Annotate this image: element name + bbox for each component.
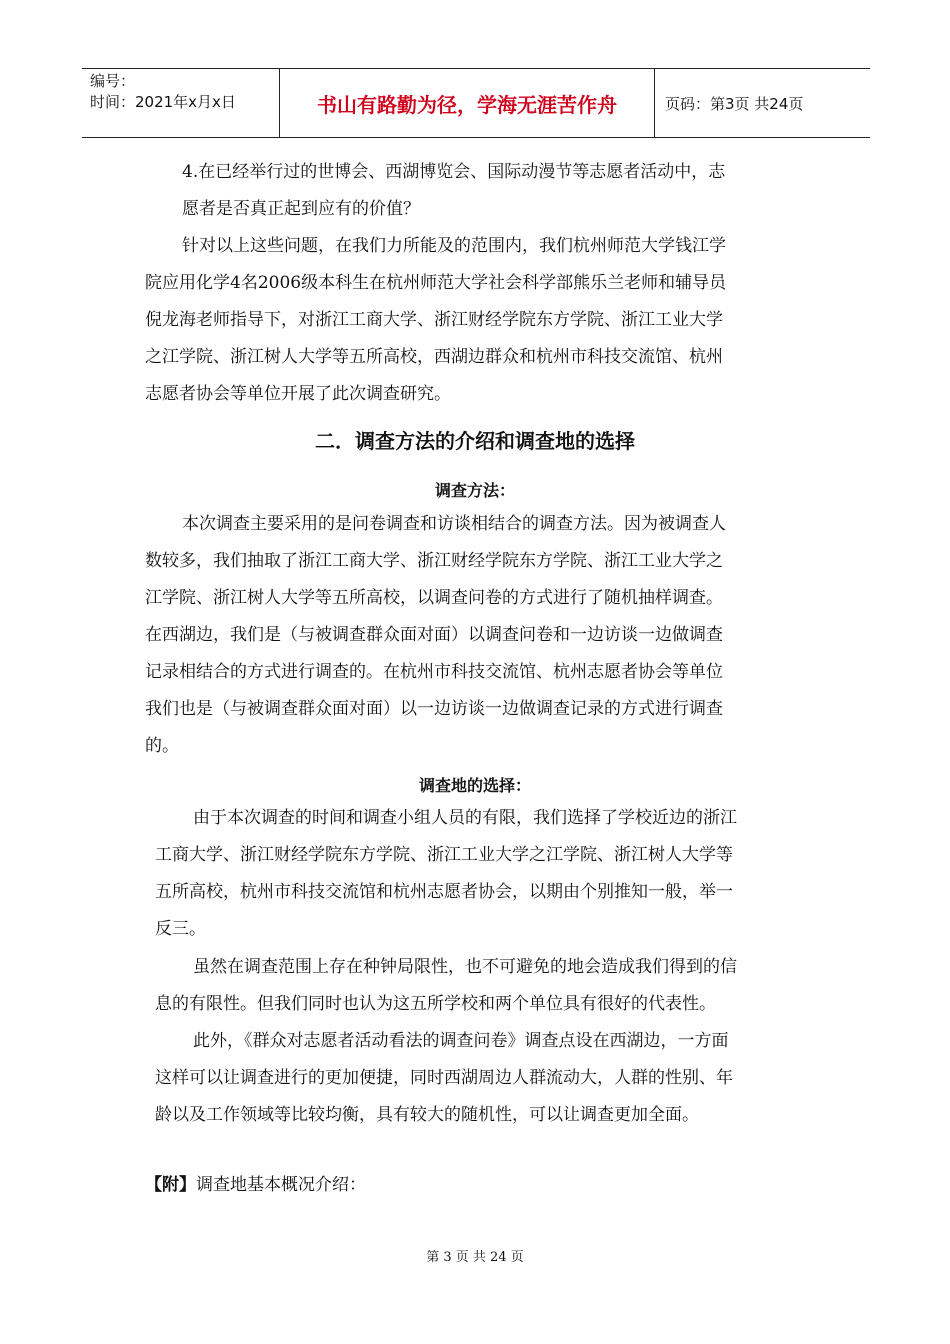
text-line: 在西湖边，我们是（与被调查群众面对面）以调查问卷和一边访谈一边做调查 xyxy=(145,625,723,645)
text-line: 虽然在调查范围上存在种钟局限性，也不可避免的地会造成我们得到的信 xyxy=(193,957,737,977)
text-line: 志愿者协会等单位开展了此次调查研究。 xyxy=(145,384,451,404)
appendix-label: 【附】 xyxy=(145,1175,196,1195)
text-line: 的。 xyxy=(145,736,179,756)
text-line: 息的有限性。但我们同时也认为这五所学校和两个单位具有很好的代表性。 xyxy=(155,994,716,1014)
text-line: 这样可以让调查进行的更加便捷，同时西湖周边人群流动大，人群的性别、年 xyxy=(155,1068,733,1088)
site-paragraph-3 xyxy=(145,1023,805,1134)
text-line: 记录相结合的方式进行调查的。在杭州市科技交流馆、杭州志愿者协会等单位 xyxy=(145,662,723,682)
text-line: 工商大学、浙江财经学院东方学院、浙江工业大学之江学院、浙江树人大学等 xyxy=(155,845,733,865)
header-motto: 书山有路勤为径，学海无涯苦作舟 xyxy=(280,69,655,137)
site-paragraph-1 xyxy=(145,800,805,948)
document-header xyxy=(82,68,870,138)
text-line: 由于本次调查的时间和调查小组人员的有限，我们选择了学校近边的浙江 xyxy=(193,808,737,828)
section-title: 二．调查方法的介绍和调查地的选择 xyxy=(315,429,635,453)
item-4 xyxy=(182,154,842,228)
appendix-text: 调查地基本概况介绍： xyxy=(196,1175,366,1195)
intro-paragraph xyxy=(145,228,805,413)
text-line: 数较多，我们抽取了浙江工商大学、浙江财经学院东方学院、浙江工业大学之 xyxy=(145,551,723,571)
text-line: 此外，《群众对志愿者活动看法的调查问卷》调查点设在西湖边，一方面 xyxy=(193,1031,729,1051)
text-line: 针对以上这些问题，在我们力所能及的范围内，我们杭州师范大学钱江学 xyxy=(182,236,726,256)
appendix-line xyxy=(145,1170,366,1195)
text-line: 愿者是否真正起到应有的价值？ xyxy=(182,199,420,219)
site-title: 调查地的选择： xyxy=(418,776,531,795)
method-paragraph xyxy=(145,506,805,765)
text-line: 本次调查主要采用的是问卷调查和访谈相结合的调查方法。因为被调查人 xyxy=(182,514,726,534)
page-footer: 第 3 页 共 24 页 xyxy=(426,1250,524,1265)
time-label: 时间：2021年x月x日 xyxy=(90,93,236,111)
text-line: 倪龙海老师指导下，对浙江工商大学、浙江财经学院东方学院、浙江工业大学 xyxy=(145,310,723,330)
text-line: 之江学院、浙江树人大学等五所高校，西湖边群众和杭州市科技交流馆、杭州 xyxy=(145,347,723,367)
text-line: 反三。 xyxy=(155,919,206,939)
text-line: 我们也是（与被调查群众面对面）以一边访谈一边做调查记录的方式进行调查 xyxy=(145,699,723,719)
method-title: 调查方法： xyxy=(434,481,515,500)
text-line: 院应用化学4名2006级本科生在杭州师范大学社会科学部熊乐兰老师和辅导员 xyxy=(145,273,727,293)
header-page-info: 页码：第3页 共24页 xyxy=(665,94,804,113)
text-line: 五所高校，杭州市科技交流馆和杭州志愿者协会，以期由个别推知一般，举一 xyxy=(155,882,733,902)
text-line: 4.在已经举行过的世博会、西湖博览会、国际动漫节等志愿者活动中，志 xyxy=(182,162,726,182)
number-label: 编号： xyxy=(90,72,136,90)
text-line: 江学院、浙江树人大学等五所高校，以调查问卷的方式进行了随机抽样调查。 xyxy=(145,588,723,608)
text-line: 龄以及工作领域等比较均衡，具有较大的随机性，可以让调查更加全面。 xyxy=(155,1105,699,1125)
site-paragraph-2 xyxy=(145,949,805,1023)
header-meta xyxy=(82,69,280,137)
